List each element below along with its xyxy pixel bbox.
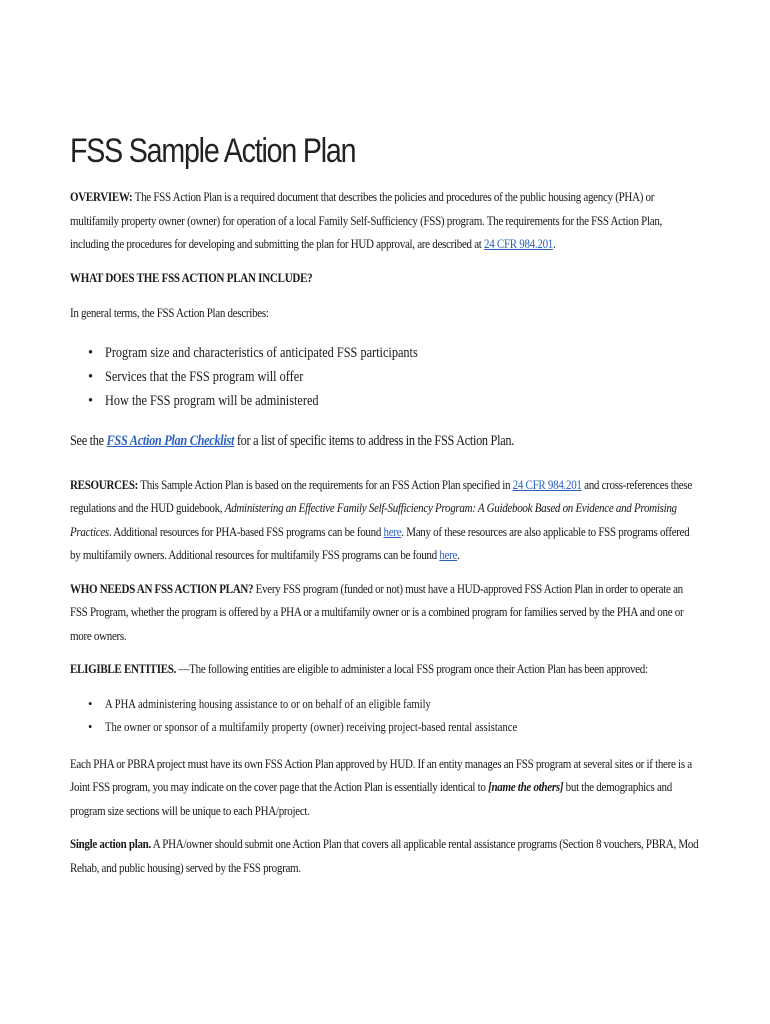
who-needs-label: WHO NEEDS AN FSS ACTION PLAN? bbox=[70, 580, 254, 596]
multifamily-resources-link[interactable]: here bbox=[439, 547, 458, 562]
list-item: • The owner or sponsor of a multifamily property (owner) receiving project-based rental assistance bbox=[70, 716, 700, 740]
list-item: • Services that the FSS program will offer bbox=[70, 365, 700, 389]
cfr-link-overview[interactable]: 24 CFR 984.201 bbox=[484, 236, 554, 251]
resources-paragraph: RESOURCES: This Sample Action Plan is based on the requirements for an FSS Action Plan specified in 24 CFR 984.201 and cross-references these regulations and the HUD guidebook, Administering an Effective Family Self-Sufficiency Program: A Guidebook Based on Evidence and Promising Practices. Additional resources for PHA-based FSS programs can be found here. Many of these resources are also applicable to FSS programs offered by multifamily owners. Additional resources for multifamily FSS programs can be found here. bbox=[70, 476, 692, 562]
single-plan-paragraph: Single action plan. A PHA/owner should submit one Action Plan that covers all applicable rental assistance programs (Section 8 vouchers, PBRA, Mod Rehab, and public housing) served by the FSS program. bbox=[70, 836, 699, 875]
eligible-paragraph: ELIGIBLE ENTITIES. —The following entities are eligible to administer a local FSS program once their Action Plan has been approved: bbox=[70, 661, 648, 676]
pha-resources-link[interactable]: here bbox=[383, 523, 402, 539]
cfr-link-resources[interactable]: 24 CFR 984.201 bbox=[512, 476, 582, 492]
what-heading: WHAT DOES THE FSS ACTION PLAN INCLUDE? bbox=[70, 269, 313, 285]
list-item: • How the FSS program will be administered bbox=[70, 389, 700, 413]
each-pha-paragraph: Each PHA or PBRA project must have its own FSS Action Plan approved by HUD. If an entity manages an FSS program at several sites or if there is a Joint FSS program, you may indicate on the cover page that the Action Plan is essentially identical to [name the others] but the demographics and program size sections will be unique to each PHA/project. bbox=[70, 755, 692, 818]
who-needs-paragraph: WHO NEEDS AN FSS ACTION PLAN? Every FSS program (funded or not) must have a HUD-approved FSS Action Plan in order to operate an FSS Program, whether the program is offered by a PHA or a multifamily owner or is a combined program for families served by the PHA and one or more owners. bbox=[70, 580, 684, 643]
resources-label: RESOURCES: bbox=[70, 476, 139, 492]
checklist-link[interactable]: FSS Action Plan Checklist bbox=[106, 432, 235, 449]
overview-label: OVERVIEW: bbox=[70, 189, 133, 204]
eligible-label: ELIGIBLE ENTITIES. bbox=[70, 661, 177, 676]
eligible-list bbox=[70, 693, 700, 740]
list-item: • A PHA administering housing assistance to or on behalf of an eligible family bbox=[70, 693, 700, 717]
describes-list bbox=[70, 341, 700, 413]
overview-text: The FSS Action Plan is a required document that describes the policies and procedures of the public housing agency (PHA) or multifamily property owner (owner) for operation of a local Family Self-Sufficiency (FSS) program. The requirements for the FSS Action Plan, including the procedures for developing and submitting the plan for HUD approval, are described at bbox=[70, 189, 663, 251]
guidebook-title: Administering an Effective Family Self-Sufficiency Program: A Guidebook Based on Evidence and Promising Practices bbox=[70, 500, 677, 539]
overview-paragraph: OVERVIEW: The FSS Action Plan is a required document that describes the policies and procedures of the public housing agency (PHA) or multifamily property owner (owner) for operation of a local Family Self-Sufficiency (FSS) program. The requirements for the FSS Action Plan, including the procedures for developing and submitting the plan for HUD approval, are described at 24 CFR 984.201. bbox=[70, 189, 663, 251]
single-plan-label: Single action plan. bbox=[70, 836, 151, 851]
name-others-placeholder: [name the others] bbox=[488, 779, 564, 794]
see-the-checklist: See the FSS Action Plan Checklist for a list of specific items to address in the FSS Action Plan. bbox=[70, 432, 514, 449]
general-intro: In general terms, the FSS Action Plan describes: bbox=[70, 305, 269, 320]
page-title: FSS Sample Action Plan bbox=[70, 132, 356, 170]
list-item: • Program size and characteristics of anticipated FSS participants bbox=[70, 341, 700, 365]
